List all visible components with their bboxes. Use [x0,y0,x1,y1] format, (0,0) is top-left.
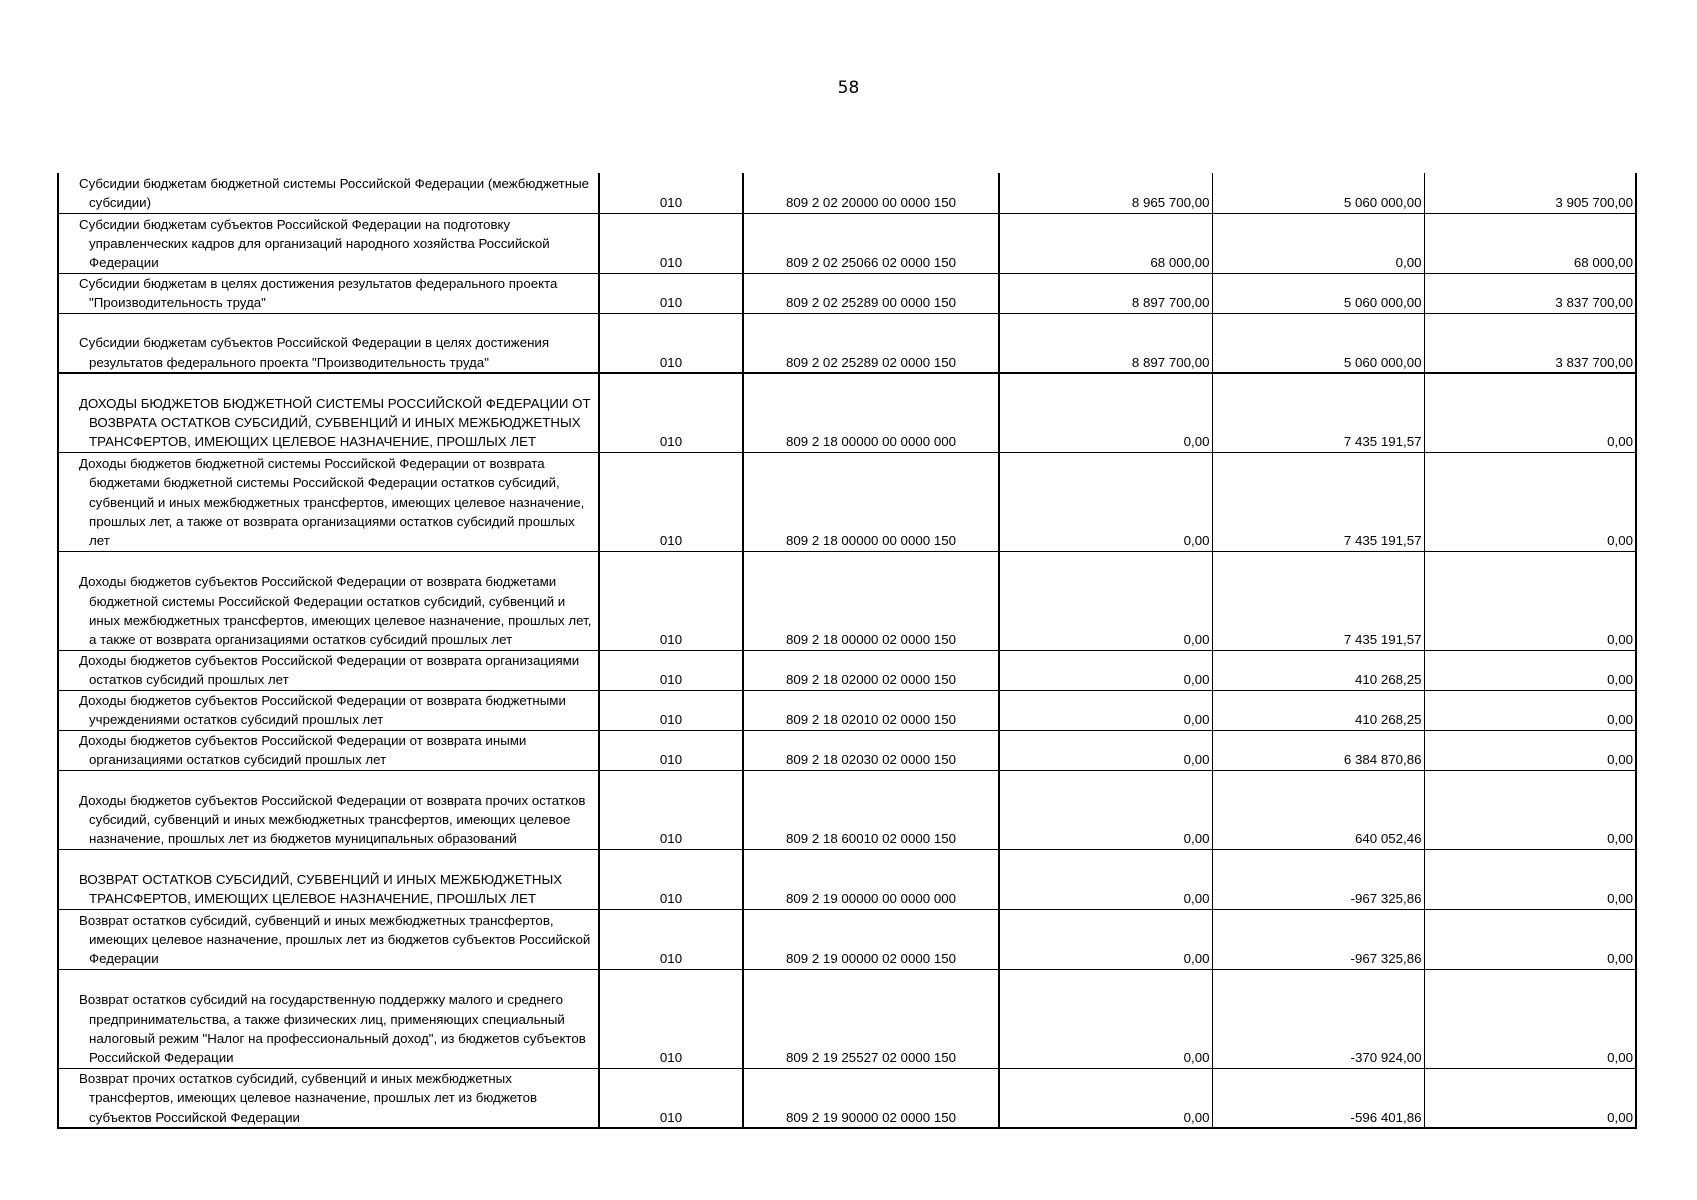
row-kbk: 809 2 18 02030 02 0000 150 [743,730,999,770]
row-value-2: -596 401,86 [1212,1068,1424,1128]
row-kbk: 809 2 02 25289 02 0000 150 [743,313,999,373]
row-name: Субсидии бюджетам бюджетной системы Российской Федерации (межбюджетные субсидии) [58,173,599,213]
table-row [58,969,1636,1068]
row-name: Доходы бюджетов субъектов Российской Федерации от возврата бюджетами бюджетной системы Российской Федерации остатков субсидий, субвенций и иных межбюджетных трансфертов, имеющих целевое назначение, прошлых лет, а также от возврата организациями остатков субсидий прошлых лет [58,551,599,650]
row-value-3: 0,00 [1424,849,1636,909]
row-value-3: 3 837 700,00 [1424,273,1636,313]
row-value-2: 0,00 [1212,213,1424,273]
row-kbk: 809 2 18 00000 00 0000 150 [743,452,999,551]
row-value-1: 0,00 [999,1068,1212,1128]
row-code: 010 [599,770,743,849]
row-value-1: 8 965 700,00 [999,173,1212,213]
row-value-2: 5 060 000,00 [1212,173,1424,213]
row-code: 010 [599,690,743,730]
row-kbk: 809 2 18 60010 02 0000 150 [743,770,999,849]
row-value-2: -967 325,86 [1212,849,1424,909]
row-value-2: 5 060 000,00 [1212,313,1424,373]
row-value-3: 68 000,00 [1424,213,1636,273]
row-value-2: 5 060 000,00 [1212,273,1424,313]
row-value-3: 0,00 [1424,551,1636,650]
row-kbk: 809 2 19 25527 02 0000 150 [743,969,999,1068]
row-code: 010 [599,213,743,273]
row-name: Доходы бюджетов субъектов Российской Федерации от возврата организациями остатков субсидий прошлых лет [58,650,599,690]
table-row [58,770,1636,849]
row-kbk: 809 2 02 25289 00 0000 150 [743,273,999,313]
table-row [58,1068,1636,1128]
row-code: 010 [599,730,743,770]
row-kbk: 809 2 18 02010 02 0000 150 [743,690,999,730]
row-value-2: 410 268,25 [1212,650,1424,690]
row-value-1: 68 000,00 [999,213,1212,273]
row-code: 010 [599,373,743,452]
row-name: Доходы бюджетов субъектов Российской Федерации от возврата иными организациями остатков субсидий прошлых лет [58,730,599,770]
row-name: Возврат остатков субсидий, субвенций и иных межбюджетных трансфертов, имеющих целевое назначение, прошлых лет из бюджетов субъектов Российской Федерации [58,909,599,969]
row-kbk: 809 2 18 00000 02 0000 150 [743,551,999,650]
row-name: Доходы бюджетов субъектов Российской Федерации от возврата прочих остатков субсидий, субвенций и иных межбюджетных трансфертов, имеющих целевое назначение, прошлых лет из бюджетов муниципальных образований [58,770,599,849]
row-name: Доходы бюджетов бюджетной системы Российской Федерации от возврата бюджетами бюджетной системы Российской Федерации остатков субсидий, субвенций и иных межбюджетных трансфертов, имеющих целевое назначение, прошлых лет, а также от возврата организациями остатков субсидий прошлых лет [58,452,599,551]
row-kbk: 809 2 02 20000 00 0000 150 [743,173,999,213]
row-value-2: 7 435 191,57 [1212,373,1424,452]
table-row [58,213,1636,273]
row-code: 010 [599,173,743,213]
row-value-1: 0,00 [999,551,1212,650]
page-number: 58 [837,78,860,98]
table-row [58,849,1636,909]
table-row [58,690,1636,730]
row-value-3: 0,00 [1424,452,1636,551]
table-row [58,452,1636,551]
row-name: Субсидии бюджетам в целях достижения результатов федерального проекта "Производительность труда" [58,273,599,313]
row-code: 010 [599,313,743,373]
row-value-2: -967 325,86 [1212,909,1424,969]
row-value-1: 8 897 700,00 [999,273,1212,313]
row-value-3: 0,00 [1424,690,1636,730]
row-name: Возврат прочих остатков субсидий, субвенций и иных межбюджетных трансфертов, имеющих целевое назначение, прошлых лет из бюджетов субъектов Российской Федерации [58,1068,599,1128]
row-value-1: 0,00 [999,373,1212,452]
row-value-1: 0,00 [999,650,1212,690]
row-value-3: 0,00 [1424,730,1636,770]
row-value-3: 0,00 [1424,909,1636,969]
row-value-1: 0,00 [999,909,1212,969]
row-value-1: 0,00 [999,770,1212,849]
row-code: 010 [599,452,743,551]
row-code: 010 [599,650,743,690]
row-code: 010 [599,1068,743,1128]
row-name: Субсидии бюджетам субъектов Российской Федерации в целях достижения результатов федерального проекта "Производительность труда" [58,313,599,373]
row-name: ДОХОДЫ БЮДЖЕТОВ БЮДЖЕТНОЙ СИСТЕМЫ РОССИЙСКОЙ ФЕДЕРАЦИИ ОТ ВОЗВРАТА ОСТАТКОВ СУБСИДИЙ, СУБВЕНЦИЙ И ИНЫХ МЕЖБЮДЖЕТНЫХ ТРАНСФЕРТОВ, ИМЕЮЩИХ ЦЕЛЕВОЕ НАЗНАЧЕНИЕ, ПРОШЛЫХ ЛЕТ [58,373,599,452]
table-row [58,373,1636,452]
row-value-3: 0,00 [1424,650,1636,690]
row-value-1: 8 897 700,00 [999,313,1212,373]
table-row [58,273,1636,313]
row-code: 010 [599,969,743,1068]
row-name: Субсидии бюджетам субъектов Российской Федерации на подготовку управленческих кадров для организаций народного хозяйства Российской Федерации [58,213,599,273]
row-name: Возврат остатков субсидий на государственную поддержку малого и среднего предпринимательства, а также физических лиц, применяющих специальный налоговый режим "Налог на профессиональный доход", из бюджетов субъектов Российской Федерации [58,969,599,1068]
table-row [58,730,1636,770]
row-name: ВОЗВРАТ ОСТАТКОВ СУБСИДИЙ, СУБВЕНЦИЙ И ИНЫХ МЕЖБЮДЖЕТНЫХ ТРАНСФЕРТОВ, ИМЕЮЩИХ ЦЕЛЕВОЕ НАЗНАЧЕНИЕ, ПРОШЛЫХ ЛЕТ [58,849,599,909]
row-value-3: 0,00 [1424,969,1636,1068]
row-name: Доходы бюджетов субъектов Российской Федерации от возврата бюджетными учреждениями остатков субсидий прошлых лет [58,690,599,730]
row-value-1: 0,00 [999,969,1212,1068]
row-value-3: 0,00 [1424,1068,1636,1128]
table-row [58,313,1636,373]
row-kbk: 809 2 02 25066 02 0000 150 [743,213,999,273]
row-value-2: 7 435 191,57 [1212,551,1424,650]
row-kbk: 809 2 19 90000 02 0000 150 [743,1068,999,1128]
row-value-3: 3 837 700,00 [1424,313,1636,373]
row-value-2: 6 384 870,86 [1212,730,1424,770]
row-value-2: 640 052,46 [1212,770,1424,849]
row-value-2: -370 924,00 [1212,969,1424,1068]
row-value-2: 7 435 191,57 [1212,452,1424,551]
row-value-3: 0,00 [1424,373,1636,452]
table-row [58,650,1636,690]
row-kbk: 809 2 19 00000 00 0000 000 [743,849,999,909]
table-row [58,173,1636,213]
row-code: 010 [599,849,743,909]
row-code: 010 [599,273,743,313]
row-kbk: 809 2 18 02000 02 0000 150 [743,650,999,690]
table-row [58,909,1636,969]
row-value-3: 3 905 700,00 [1424,173,1636,213]
row-kbk: 809 2 18 00000 00 0000 000 [743,373,999,452]
row-kbk: 809 2 19 00000 02 0000 150 [743,909,999,969]
row-value-1: 0,00 [999,690,1212,730]
revenue-table [57,173,1637,1129]
row-value-1: 0,00 [999,849,1212,909]
row-value-1: 0,00 [999,730,1212,770]
row-code: 010 [599,909,743,969]
row-value-2: 410 268,25 [1212,690,1424,730]
row-value-1: 0,00 [999,452,1212,551]
row-value-3: 0,00 [1424,770,1636,849]
table-row [58,551,1636,650]
row-code: 010 [599,551,743,650]
